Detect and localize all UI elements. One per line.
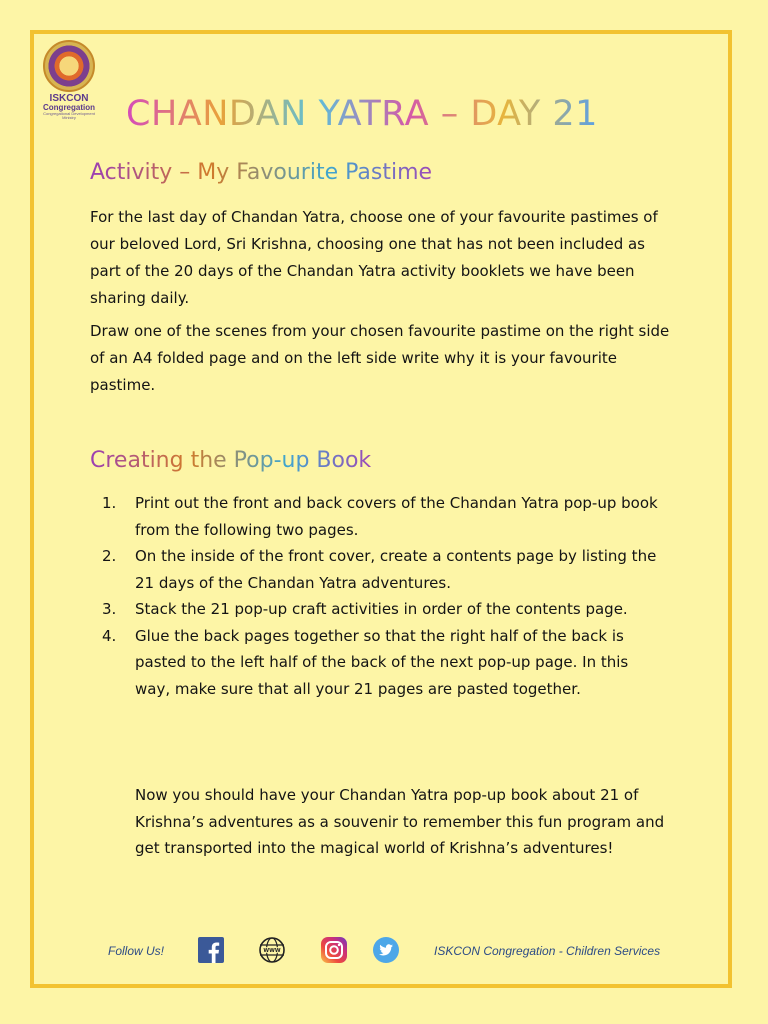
popup-book-heading: Creating the Pop-up Book xyxy=(90,448,372,473)
instagram-icon[interactable] xyxy=(320,936,348,964)
instructions-list xyxy=(102,490,662,702)
logo-line-3: Congregational Development Ministry xyxy=(43,111,95,120)
list-item xyxy=(102,623,662,703)
follow-us-label: Follow Us! xyxy=(108,944,165,958)
iskcon-logo xyxy=(40,40,98,120)
website-icon[interactable] xyxy=(258,936,286,964)
activity-paragraph-2: Draw one of the scenes from your chosen favourite pastime on the right side of an A4 folded page and on the left side write why it is your favourite pastime. xyxy=(90,322,670,394)
list-item xyxy=(102,596,662,623)
page-title: CHANDAN YATRA – DAY 21 xyxy=(126,94,598,134)
activity-paragraph-1: For the last day of Chandan Yatra, choose one of your favourite pastimes of our beloved Lord, Sri Krishna, choosing one that has not been included as part of the 20 days of the Chandan Yatra activity booklets we have been sharing daily. xyxy=(90,208,658,307)
step-number: 4. xyxy=(102,626,117,645)
step-number: 2. xyxy=(102,547,117,565)
footer xyxy=(108,936,668,968)
activity-heading: Activity – My Favourite Pastime xyxy=(90,160,433,185)
closing-paragraph: Now you should have your Chandan Yatra pop-up book about 21 of Krishna’s adventures as a souvenir to remember this fun program and get transported into the magical world of Krishna’s adventures! xyxy=(135,786,665,857)
twitter-icon[interactable] xyxy=(372,936,400,964)
organization-label: ISKCON Congregation - Children Services xyxy=(434,944,661,958)
list-item xyxy=(102,490,662,543)
svg-text:WWW: WWW xyxy=(263,948,281,954)
step-number: 3. xyxy=(102,600,117,618)
logo-line-2: Congregation xyxy=(43,103,95,112)
step-text: Glue the back pages together so that the right half of the back is pasted to the left half of the back of the next pop-up page. In this way, make sure that all your 21 pages are pasted together. xyxy=(135,626,629,698)
facebook-icon[interactable] xyxy=(197,936,225,964)
list-item xyxy=(102,543,662,596)
logo-line-1: ISKCON xyxy=(49,93,89,104)
logo-emblem-icon xyxy=(43,40,95,92)
step-text: Stack the 21 pop-up craft activities in order of the contents page. xyxy=(135,600,628,618)
step-text: Print out the front and back covers of the Chandan Yatra pop-up book from the following two pages. xyxy=(135,494,658,539)
step-text: On the inside of the front cover, create a contents page by listing the 21 days of the Chandan Yatra adventures. xyxy=(135,547,657,592)
step-number: 1. xyxy=(102,494,117,512)
